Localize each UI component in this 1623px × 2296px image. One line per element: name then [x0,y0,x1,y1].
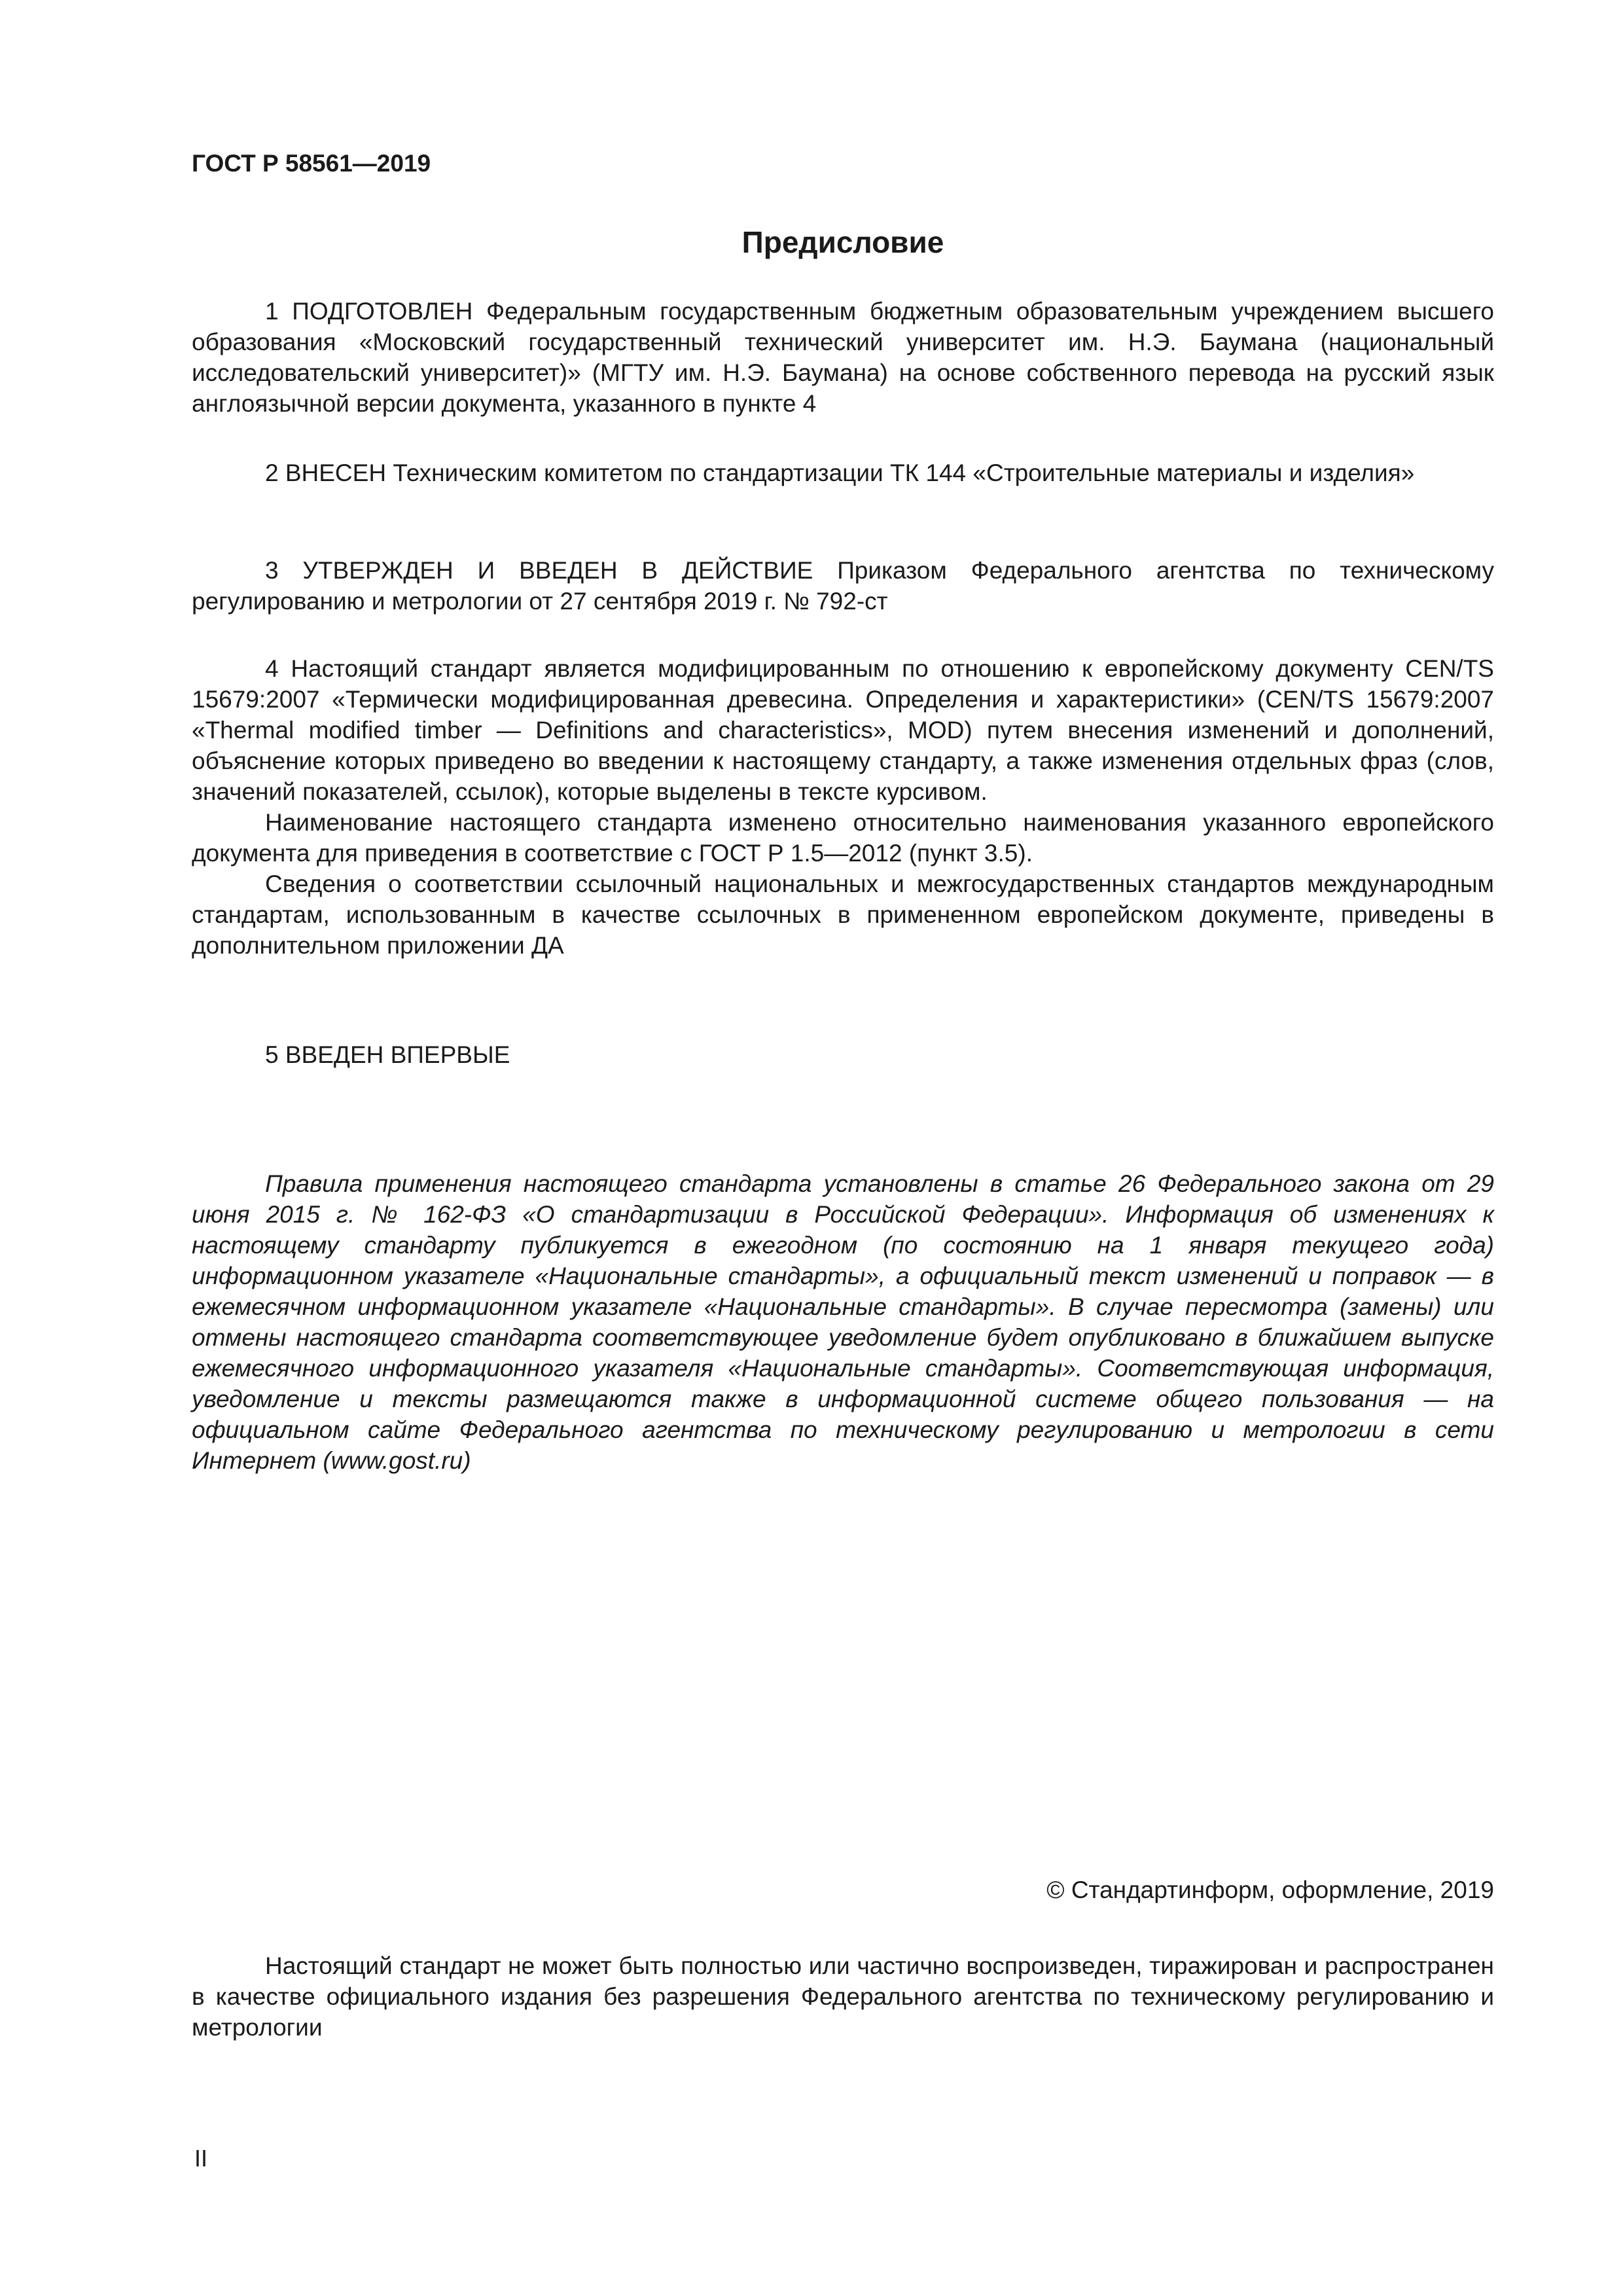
preface-item-4-title-note: Наименование настоящего стандарта изменено относительно наименования указанного европейского документа для приведения в соответствие с ГОСТ Р 1.5—2012 (пункт 3.5). [192,809,1494,867]
reproduction-notice-text: Настоящий стандарт не может быть полностью или частично воспроизведен, тиражирован и распространен в качестве официального издания без разрешения Федерального агентства по техническому регулированию и метрологии [192,1952,1494,2041]
preface-item-4-references-note: Сведения о соответствии ссылочный национальных и межгосударственных стандартов международным стандартам, использованным в качестве ссылочных в примененном европейском документе, приведены в дополнительном приложении ДА [192,870,1494,959]
preface-item-3-text: 3 УТВЕРЖДЕН И ВВЕДЕН В ДЕЙСТВИЕ Приказом Федерального агентства по техническому регулированию и метрологии от 27 сентября 2019 г. № 792-ст [192,557,1494,615]
page-title: Предисловие [741,225,944,259]
reproduction-notice [192,1950,1494,2043]
application-rules-notice [192,1168,1494,1476]
page-number: II [194,2145,208,2172]
preface-item-2 [192,457,1494,488]
copyright-line: © Стандартинформ, оформление, 2019 [1046,1876,1494,1903]
preface-item-5-text: 5 ВВЕДЕН ВПЕРВЫЕ [265,1041,510,1068]
preface-item-5 [192,1039,1494,1070]
document-designation: ГОСТ Р 58561—2019 [192,150,431,177]
preface-item-3 [192,555,1494,617]
application-rules-text: Правила применения настоящего стандарта установлены в статье 26 Федерального закона от 29 июня 2015 г. № 162-ФЗ «О стандартизации в Российской Федерации». Информация об изменениях к настоящему стандарту публикуется в ежегодном (по состоянию на 1 января текущего года) информационном указателе «Национальные стандарты», а официальный текст изменений и поправок — в ежемесячном информационном указателе «Национальные стандарты». В случае пересмотра (замены) или отмены настоящего стандарта соответствующее уведомление будет опубликовано в ближайшем выпуске ежемесячного информационного указателя «Национальные стандарты». Соответствующая информация, уведомление и тексты размещаются также в информационной системе общего пользования — на официальном сайте Федерального агентства по техническому регулированию и метрологии в сети Интернет (www.gost.ru) [192,1170,1494,1474]
preface-item-1 [192,296,1494,419]
preface-item-2-text: 2 ВНЕСЕН Техническим комитетом по стандартизации ТК 144 «Строительные материалы и изделия» [265,459,1415,486]
preface-item-4-text: 4 Настоящий стандарт является модифицированным по отношению к европейскому документу CEN/TS 15679:2007 «Термически модифицированная древесина. Определения и характеристики» (CEN/TS 15679:2007 «Thermal modified timber — Definitions and characteristics», MOD) путем внесения изменений и дополнений, объяснение которых приведено во введении к настоящему стандарту, а также изменения отдельных фраз (слов, значений показателей, ссылок), которые выделены в тексте курсивом. [192,655,1494,805]
preface-item-1-text: 1 ПОДГОТОВЛЕН Федеральным государственным бюджетным образовательным учреждением высшего образования «Московский государственный технический университет им. Н.Э. Баумана (национальный исследовательский университет)» (МГТУ им. Н.Э. Баумана) на основе собственного перевода на русский язык англоязычной версии документа, указанного в пункте 4 [192,298,1494,417]
preface-item-4 [192,653,1494,961]
